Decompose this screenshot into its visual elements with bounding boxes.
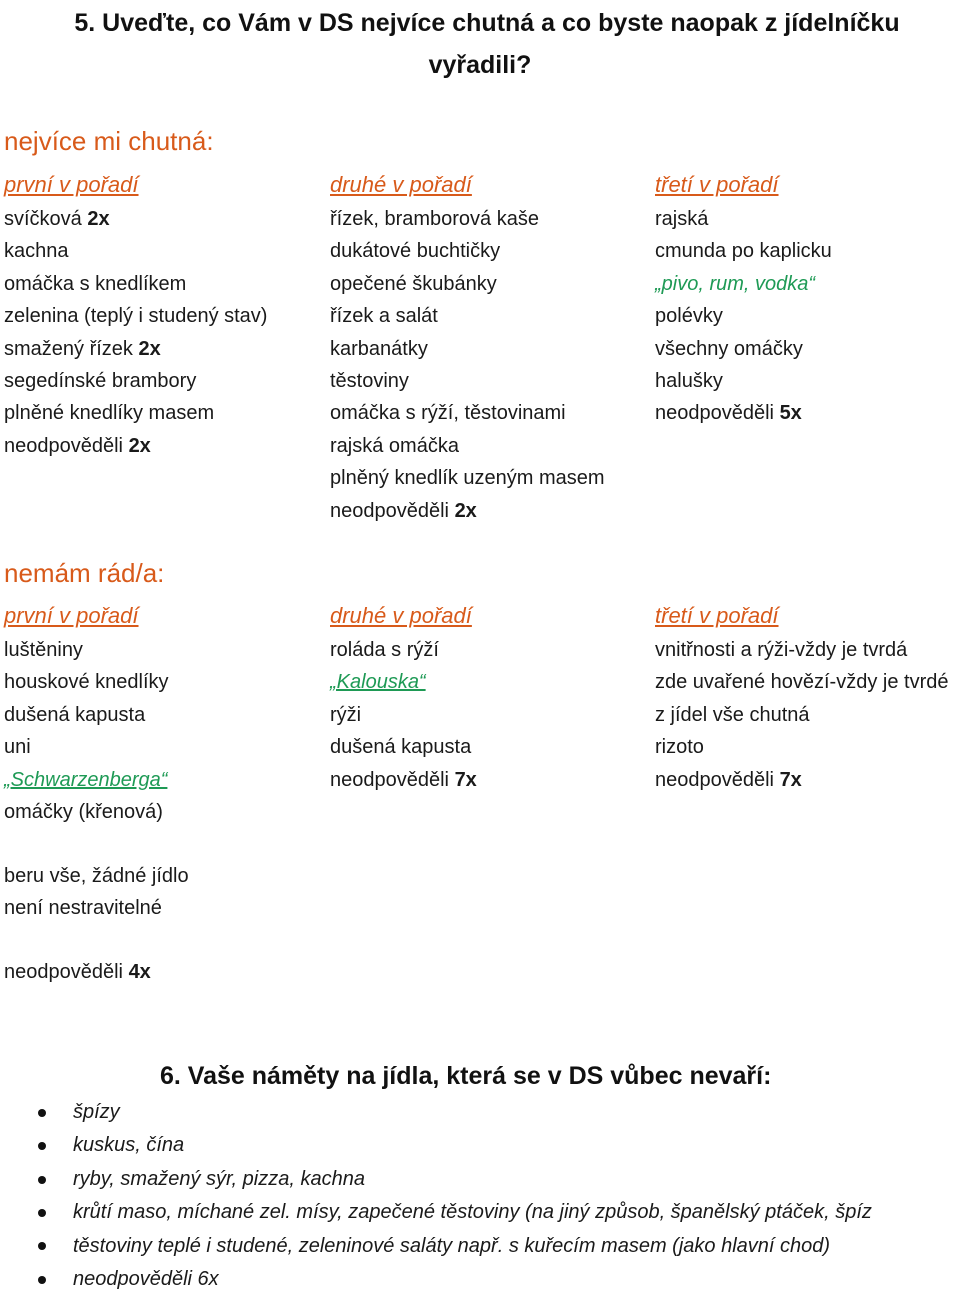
column-heading: třetí v pořadí: [655, 603, 779, 628]
bullet-icon: [38, 1242, 46, 1250]
list-item: kuskus, čína: [0, 1129, 872, 1162]
bullet-icon: [38, 1276, 46, 1284]
list-item: neodpověděli 6x: [0, 1263, 872, 1296]
column-heading: první v pořadí: [4, 603, 139, 628]
list-item: opečené škubánky: [330, 272, 497, 295]
list-item: řízek a salát: [330, 305, 438, 328]
list-item: dušená kapusta: [4, 703, 146, 726]
column-heading: třetí v pořadí: [655, 172, 779, 197]
list-item: kachna: [4, 240, 69, 263]
list-item: roláda s rýží: [330, 639, 439, 661]
list-item: rýži: [330, 703, 362, 726]
list-item: neodpověděli 2x: [4, 434, 151, 457]
list-item: krůtí maso, míchané zel. mísy, zapečené těstoviny (na jiný způsob, španělský ptáček, špíz: [0, 1196, 872, 1229]
list-item: cmunda po kaplicku: [655, 240, 832, 263]
bullet-icon: [38, 1142, 46, 1150]
question-5-line-2: vyřadili?: [428, 51, 532, 79]
bullet-icon: [38, 1109, 46, 1117]
bullet-icon: [38, 1209, 46, 1217]
list-item: halušky: [655, 370, 723, 393]
note-line: beru vše, žádné jídlo: [4, 865, 189, 887]
likes-column-1: [4, 167, 267, 462]
dislikes-note: [4, 860, 189, 924]
list-item: špízy: [0, 1096, 872, 1129]
note-line: není nestravitelné: [4, 897, 162, 919]
list-item: houskové knedlíky: [4, 671, 169, 694]
list-item: „Kalouska“: [330, 671, 426, 694]
list-item: těstoviny teplé i studené, zeleninové saláty např. s kuřecím masem (jako hlavní chod): [0, 1230, 872, 1263]
list-item: zelenina (teplý i studený stav): [4, 305, 268, 328]
dislikes-column-3: [655, 598, 949, 796]
dislikes-noanswer: neodpověděli 4x: [4, 961, 151, 983]
list-item: neodpověděli 7x: [655, 768, 802, 791]
list-item: uni: [4, 736, 31, 759]
list-item: luštěniny: [4, 639, 83, 661]
question-5-title: [0, 2, 960, 86]
list-item: „Schwarzenberga“: [4, 768, 168, 791]
list-item: zde uvařené hovězí-vždy je tvrdé: [655, 671, 949, 694]
column-heading: první v pořadí: [4, 172, 139, 197]
column-heading: druhé v pořadí: [330, 172, 472, 197]
list-item: těstoviny: [330, 370, 409, 393]
likes-column-3: [655, 167, 832, 430]
list-item: smažený řízek 2x: [4, 337, 161, 360]
list-item: řízek, bramborová kaše: [330, 208, 539, 230]
list-item: omáčka s knedlíkem: [4, 272, 187, 295]
list-item: neodpověděli 7x: [330, 768, 477, 791]
suggestions-list: [0, 1096, 872, 1296]
list-item: neodpověděli 5x: [655, 402, 802, 425]
bullet-icon: [38, 1176, 46, 1184]
dislikes-column-2: [330, 598, 477, 796]
list-item: segedínské brambory: [4, 370, 197, 393]
list-item: omáčka s rýží, těstovinami: [330, 402, 566, 425]
likes-section-title: nejvíce mi chutná:: [4, 126, 214, 156]
list-item: všechny omáčky: [655, 337, 803, 360]
list-item: rajská omáčka: [330, 434, 459, 457]
list-item: plněné knedlíky masem: [4, 402, 215, 425]
list-item: dušená kapusta: [330, 736, 472, 759]
list-item: polévky: [655, 305, 723, 328]
dislikes-section-title: nemám rád/a:: [4, 558, 165, 588]
list-item: karbanátky: [330, 337, 428, 360]
question-6-title: 6. Vaše náměty na jídla, která se v DS vůbec nevaří:: [160, 1062, 772, 1090]
list-item: plněný knedlík uzeným masem: [330, 467, 605, 490]
column-heading: druhé v pořadí: [330, 603, 472, 628]
list-item: vnitřnosti a rýži-vždy je tvrdá: [655, 639, 908, 661]
list-item: dukátové buchtičky: [330, 240, 501, 263]
list-item: omáčky (křenová): [4, 801, 163, 824]
list-item: rizoto: [655, 736, 704, 759]
dislikes-column-1: [4, 598, 169, 828]
list-item: rajská: [655, 208, 709, 230]
list-item: ryby, smažený sýr, pizza, kachna: [0, 1163, 872, 1196]
list-item: neodpověděli 2x: [330, 499, 477, 522]
list-item: „pivo, rum, vodka“: [655, 272, 816, 295]
question-5-line-1: 5. Uveďte, co Vám v DS nejvíce chutná a co byste naopak z jídelníčku: [74, 9, 900, 37]
list-item: svíčková 2x: [4, 208, 110, 230]
likes-column-2: [330, 167, 605, 527]
list-item: z jídel vše chutná: [655, 703, 810, 726]
